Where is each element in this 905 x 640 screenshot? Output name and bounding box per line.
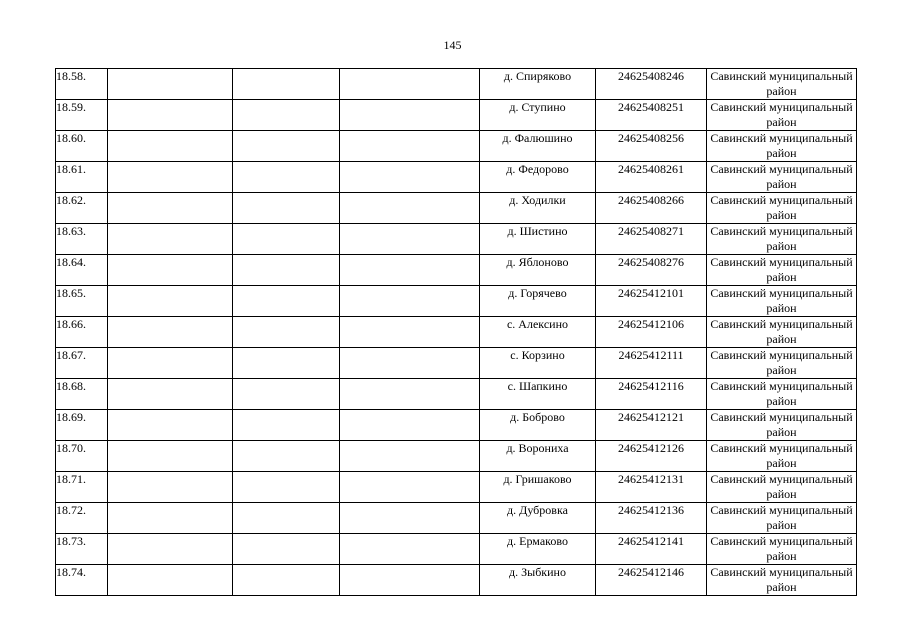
empty-cell	[340, 348, 480, 379]
oktmo-code-cell: 24625412106	[596, 317, 707, 348]
empty-cell	[340, 286, 480, 317]
district-cell: Савинский муниципальный район	[707, 69, 857, 100]
settlement-name-cell: д. Ворониха	[480, 441, 596, 472]
district-cell: Савинский муниципальный район	[707, 379, 857, 410]
row-number-cell: 18.68.	[56, 379, 108, 410]
empty-cell	[233, 255, 340, 286]
empty-cell	[108, 193, 233, 224]
settlement-name-cell: д. Спиряково	[480, 69, 596, 100]
settlement-name-cell: д. Федорово	[480, 162, 596, 193]
oktmo-code-cell: 24625408251	[596, 100, 707, 131]
table-row	[56, 565, 857, 596]
row-number-cell: 18.69.	[56, 410, 108, 441]
oktmo-code-cell: 24625408246	[596, 69, 707, 100]
empty-cell	[233, 348, 340, 379]
row-number-cell: 18.66.	[56, 317, 108, 348]
row-number-cell: 18.70.	[56, 441, 108, 472]
empty-cell	[340, 162, 480, 193]
empty-cell	[340, 131, 480, 162]
row-number-cell: 18.59.	[56, 100, 108, 131]
district-cell: Савинский муниципальный район	[707, 193, 857, 224]
settlement-name-cell: с. Шапкино	[480, 379, 596, 410]
empty-cell	[340, 410, 480, 441]
empty-cell	[108, 255, 233, 286]
empty-cell	[108, 534, 233, 565]
table-row	[56, 286, 857, 317]
oktmo-code-cell: 24625408266	[596, 193, 707, 224]
district-cell: Савинский муниципальный район	[707, 410, 857, 441]
row-number-cell: 18.67.	[56, 348, 108, 379]
oktmo-code-cell: 24625408256	[596, 131, 707, 162]
empty-cell	[108, 162, 233, 193]
settlement-name-cell: с. Алексино	[480, 317, 596, 348]
empty-cell	[340, 100, 480, 131]
oktmo-code-cell: 24625412101	[596, 286, 707, 317]
row-number-cell: 18.58.	[56, 69, 108, 100]
empty-cell	[108, 69, 233, 100]
empty-cell	[340, 441, 480, 472]
table-row	[56, 379, 857, 410]
district-cell: Савинский муниципальный район	[707, 100, 857, 131]
empty-cell	[340, 503, 480, 534]
table-row	[56, 503, 857, 534]
settlement-name-cell: д. Боброво	[480, 410, 596, 441]
empty-cell	[108, 565, 233, 596]
oktmo-code-cell: 24625408261	[596, 162, 707, 193]
table-row	[56, 162, 857, 193]
empty-cell	[108, 503, 233, 534]
district-cell: Савинский муниципальный район	[707, 348, 857, 379]
empty-cell	[233, 100, 340, 131]
oktmo-code-cell: 24625408271	[596, 224, 707, 255]
table-row	[56, 534, 857, 565]
row-number-cell: 18.73.	[56, 534, 108, 565]
district-cell: Савинский муниципальный район	[707, 162, 857, 193]
settlement-name-cell: д. Зыбкино	[480, 565, 596, 596]
settlements-table	[55, 68, 857, 596]
empty-cell	[233, 503, 340, 534]
table-row	[56, 410, 857, 441]
oktmo-code-cell: 24625408276	[596, 255, 707, 286]
oktmo-code-cell: 24625412126	[596, 441, 707, 472]
settlement-name-cell: д. Гришаково	[480, 472, 596, 503]
empty-cell	[108, 441, 233, 472]
oktmo-code-cell: 24625412121	[596, 410, 707, 441]
row-number-cell: 18.63.	[56, 224, 108, 255]
row-number-cell: 18.64.	[56, 255, 108, 286]
empty-cell	[108, 224, 233, 255]
empty-cell	[108, 131, 233, 162]
table-row	[56, 224, 857, 255]
empty-cell	[108, 286, 233, 317]
empty-cell	[233, 131, 340, 162]
table-row	[56, 100, 857, 131]
district-cell: Савинский муниципальный район	[707, 224, 857, 255]
row-number-cell: 18.72.	[56, 503, 108, 534]
settlement-name-cell: д. Ступино	[480, 100, 596, 131]
district-cell: Савинский муниципальный район	[707, 255, 857, 286]
row-number-cell: 18.65.	[56, 286, 108, 317]
table-row	[56, 348, 857, 379]
empty-cell	[108, 472, 233, 503]
empty-cell	[233, 193, 340, 224]
empty-cell	[233, 565, 340, 596]
table-row	[56, 472, 857, 503]
oktmo-code-cell: 24625412136	[596, 503, 707, 534]
oktmo-code-cell: 24625412116	[596, 379, 707, 410]
empty-cell	[340, 69, 480, 100]
table-row	[56, 441, 857, 472]
empty-cell	[340, 193, 480, 224]
table-row	[56, 193, 857, 224]
table-row	[56, 69, 857, 100]
page-number: 145	[443, 38, 462, 52]
empty-cell	[108, 379, 233, 410]
empty-cell	[233, 410, 340, 441]
empty-cell	[340, 534, 480, 565]
district-cell: Савинский муниципальный район	[707, 131, 857, 162]
empty-cell	[340, 565, 480, 596]
district-cell: Савинский муниципальный район	[707, 472, 857, 503]
empty-cell	[233, 534, 340, 565]
settlement-name-cell: д. Ходилки	[480, 193, 596, 224]
settlement-name-cell: д. Фалюшино	[480, 131, 596, 162]
empty-cell	[233, 224, 340, 255]
empty-cell	[340, 255, 480, 286]
empty-cell	[233, 317, 340, 348]
row-number-cell: 18.71.	[56, 472, 108, 503]
table-row	[56, 317, 857, 348]
empty-cell	[108, 317, 233, 348]
empty-cell	[108, 410, 233, 441]
empty-cell	[340, 317, 480, 348]
empty-cell	[340, 472, 480, 503]
empty-cell	[340, 379, 480, 410]
empty-cell	[340, 224, 480, 255]
settlement-name-cell: д. Ермаково	[480, 534, 596, 565]
district-cell: Савинский муниципальный район	[707, 565, 857, 596]
empty-cell	[233, 162, 340, 193]
oktmo-code-cell: 24625412141	[596, 534, 707, 565]
settlement-name-cell: д. Дубровка	[480, 503, 596, 534]
row-number-cell: 18.74.	[56, 565, 108, 596]
table-row	[56, 131, 857, 162]
district-cell: Савинский муниципальный район	[707, 503, 857, 534]
settlement-name-cell: д. Шистино	[480, 224, 596, 255]
table-row	[56, 255, 857, 286]
settlement-name-cell: д. Яблоново	[480, 255, 596, 286]
empty-cell	[233, 472, 340, 503]
oktmo-code-cell: 24625412146	[596, 565, 707, 596]
empty-cell	[233, 441, 340, 472]
empty-cell	[233, 379, 340, 410]
settlement-name-cell: д. Горячево	[480, 286, 596, 317]
oktmo-code-cell: 24625412111	[596, 348, 707, 379]
empty-cell	[108, 100, 233, 131]
district-cell: Савинский муниципальный район	[707, 317, 857, 348]
district-cell: Савинский муниципальный район	[707, 534, 857, 565]
oktmo-code-cell: 24625412131	[596, 472, 707, 503]
empty-cell	[108, 348, 233, 379]
empty-cell	[233, 286, 340, 317]
table-body	[56, 69, 857, 596]
district-cell: Савинский муниципальный район	[707, 286, 857, 317]
district-cell: Савинский муниципальный район	[707, 441, 857, 472]
settlement-name-cell: с. Корзино	[480, 348, 596, 379]
empty-cell	[233, 69, 340, 100]
row-number-cell: 18.62.	[56, 193, 108, 224]
row-number-cell: 18.61.	[56, 162, 108, 193]
row-number-cell: 18.60.	[56, 131, 108, 162]
